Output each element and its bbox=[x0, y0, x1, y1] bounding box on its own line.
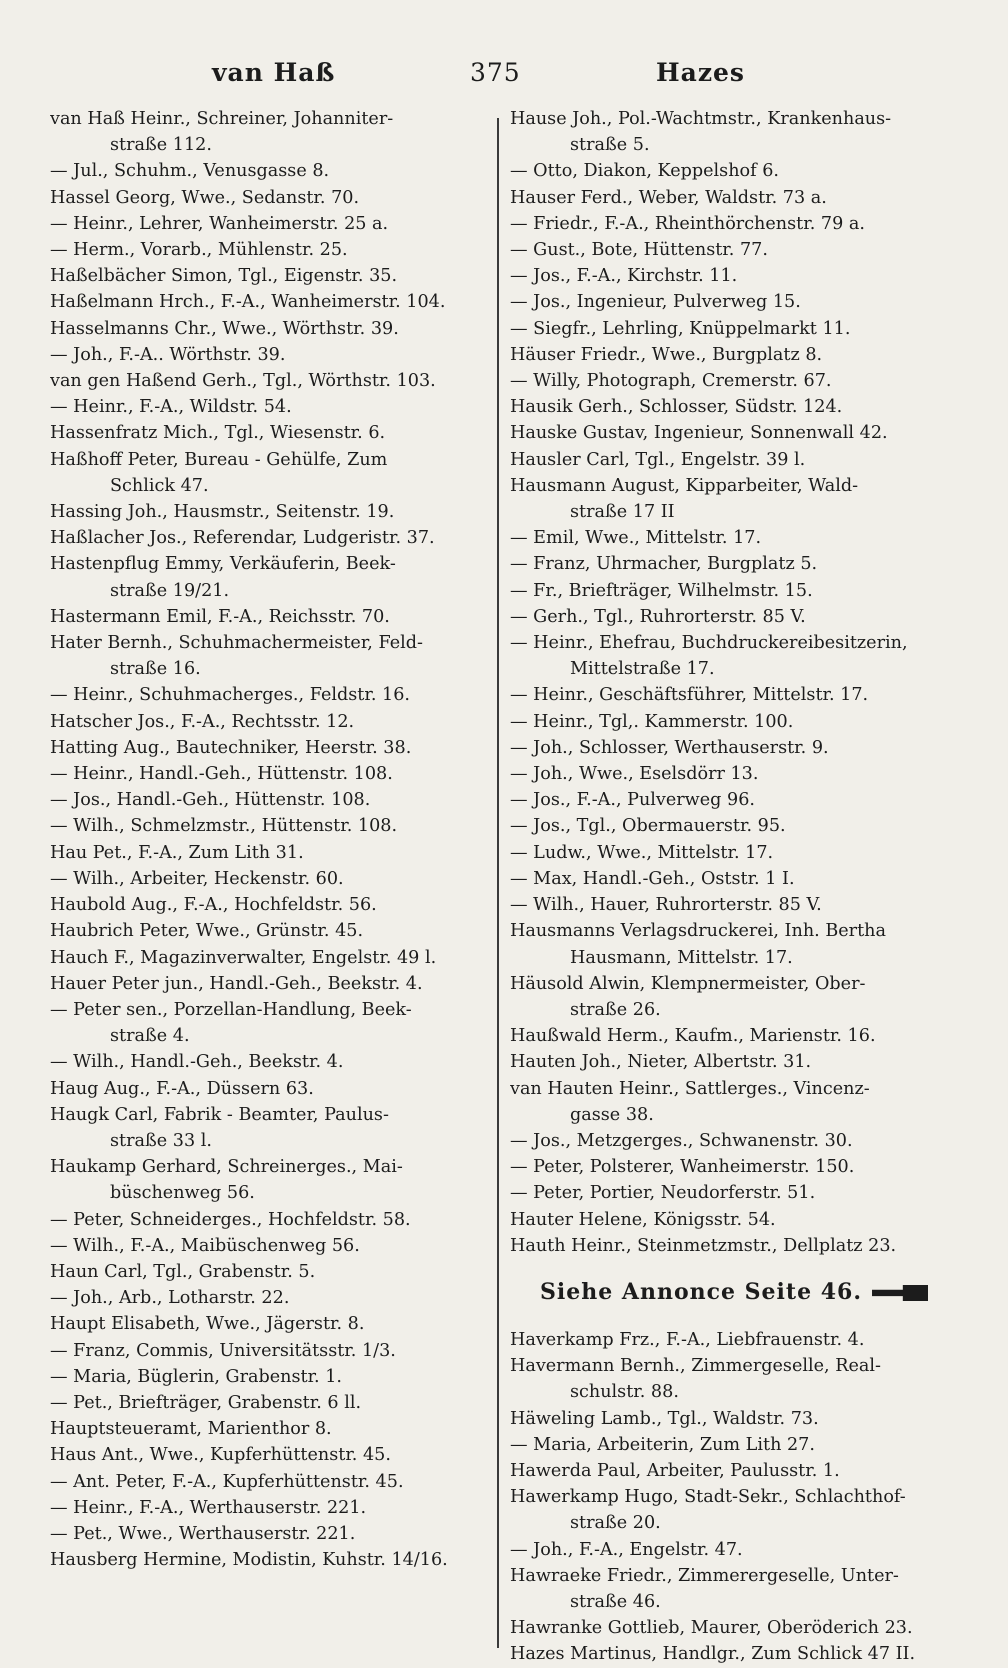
left-column bbox=[50, 106, 486, 1573]
notice-text: Siehe Annonce Seite 46. bbox=[540, 1278, 863, 1305]
directory-entry bbox=[510, 761, 946, 787]
directory-entry bbox=[50, 761, 486, 787]
entry-text: — Franz, Uhrmacher, Burgplatz 5. bbox=[510, 554, 818, 575]
entry-text: — Herm., Vorarb., Mühlenstr. 25. bbox=[50, 240, 348, 261]
entry-text: Hauter Helene, Königsstr. 54. bbox=[510, 1209, 776, 1230]
entry-continuation: schulstr. 88. bbox=[570, 1382, 679, 1403]
directory-entry bbox=[50, 1102, 486, 1154]
directory-entry bbox=[50, 892, 486, 918]
directory-entry bbox=[50, 1338, 486, 1364]
directory-entry bbox=[50, 1259, 486, 1285]
directory-entry bbox=[510, 1353, 946, 1405]
directory-entry bbox=[510, 918, 946, 970]
entry-text: — Heinr., Schuhmacherges., Feldstr. 16. bbox=[50, 685, 411, 706]
directory-entry bbox=[50, 787, 486, 813]
entry-text: — Willy, Photograph, Cremerstr. 67. bbox=[510, 371, 832, 392]
directory-entry bbox=[50, 1154, 486, 1206]
directory-entry bbox=[50, 1076, 486, 1102]
entry-continuation: Mittelstraße 17. bbox=[570, 659, 715, 680]
directory-entry bbox=[510, 892, 946, 918]
entry-continuation: straße 20. bbox=[570, 1513, 661, 1534]
entry-text: — Franz, Commis, Universitätsstr. 1/3. bbox=[50, 1340, 396, 1361]
header-left-keyword: van Haß bbox=[212, 58, 336, 87]
entry-continuation: straße 5. bbox=[570, 135, 650, 156]
entry-text: — Heinr., Geschäftsführer, Mittelstr. 17. bbox=[510, 685, 869, 706]
directory-entry bbox=[510, 1484, 946, 1536]
entry-text: Hauer Peter jun., Handl.-Geh., Beekstr. 4. bbox=[50, 973, 423, 994]
entry-text: Haubold Aug., F.-A., Hochfeldstr. 56. bbox=[50, 895, 377, 916]
directory-entry bbox=[50, 394, 486, 420]
directory-entry bbox=[510, 682, 946, 708]
entry-continuation: straße 26. bbox=[570, 999, 661, 1020]
entry-text: Haßhoff Peter, Bureau - Gehülfe, Zum bbox=[50, 449, 388, 470]
entry-text: Haßelbächer Simon, Tgl., Eigenstr. 35. bbox=[50, 266, 398, 287]
entry-text: Hauth Heinr., Steinmetzmstr., Dellplatz 23. bbox=[510, 1235, 897, 1256]
entry-text: — Joh., F.-A.. Wörthstr. 39. bbox=[50, 344, 286, 365]
header-right-keyword: Hazes bbox=[656, 58, 745, 87]
entry-text: Haus Ant., Wwe., Kupferhüttenstr. 45. bbox=[50, 1445, 391, 1466]
directory-entry bbox=[510, 342, 946, 368]
directory-entry bbox=[50, 316, 486, 342]
entry-continuation: straße 4. bbox=[110, 1026, 190, 1047]
entry-text: Haßlacher Jos., Referendar, Ludgeristr. 37. bbox=[50, 528, 435, 549]
entry-text: Hau Pet., F.-A., Zum Lith 31. bbox=[50, 842, 304, 863]
entry-text: Hastenpflug Emmy, Verkäuferin, Beek- bbox=[50, 554, 396, 575]
directory-entry bbox=[510, 1023, 946, 1049]
entry-continuation: gasse 38. bbox=[570, 1104, 654, 1125]
directory-entry bbox=[510, 158, 946, 184]
directory-entry bbox=[50, 420, 486, 446]
directory-entry bbox=[50, 263, 486, 289]
directory-entry bbox=[50, 630, 486, 682]
directory-entry bbox=[50, 866, 486, 892]
entry-text: Haßelmann Hrch., F.-A., Wanheimerstr. 104. bbox=[50, 292, 446, 313]
directory-entry bbox=[50, 604, 486, 630]
entry-text: — Jos., Handl.-Geh., Hüttenstr. 108. bbox=[50, 790, 371, 811]
entry-text: — Wilh., Hauer, Ruhrorterstr. 85 V. bbox=[510, 895, 822, 916]
directory-entry bbox=[50, 1311, 486, 1337]
entry-text: Häweling Lamb., Tgl., Waldstr. 73. bbox=[510, 1408, 819, 1429]
entry-text: — Heinr., Tgl,. Kammerstr. 100. bbox=[510, 711, 794, 732]
entry-text: — Joh., Schlosser, Werthauserstr. 9. bbox=[510, 737, 829, 758]
directory-entry bbox=[50, 289, 486, 315]
directory-entry bbox=[50, 185, 486, 211]
entry-text: van Hauten Heinr., Sattlerges., Vincenz- bbox=[510, 1078, 870, 1099]
entry-text: — Joh., F.-A., Engelstr. 47. bbox=[510, 1539, 743, 1560]
entry-text: — Joh., Arb., Lotharstr. 22. bbox=[50, 1288, 290, 1309]
directory-entry bbox=[510, 1049, 946, 1075]
entry-text: van Haß Heinr., Schreiner, Johanniter- bbox=[50, 109, 394, 129]
directory-entry bbox=[510, 289, 946, 315]
directory-entry bbox=[50, 1049, 486, 1075]
entry-text: Haug Aug., F.-A., Düssern 63. bbox=[50, 1078, 314, 1099]
column-divider bbox=[497, 118, 499, 1648]
entry-continuation: straße 16. bbox=[110, 659, 201, 680]
directory-entry bbox=[50, 1207, 486, 1233]
entry-text: — Peter, Portier, Neudorferstr. 51. bbox=[510, 1183, 816, 1204]
entry-text: — Max, Handl.-Geh., Oststr. 1 I. bbox=[510, 868, 795, 889]
directory-entry bbox=[50, 997, 486, 1049]
entry-text: Hazes Martinus, Handlgr., Zum Schlick 47 II. bbox=[510, 1644, 916, 1665]
directory-entry bbox=[510, 525, 946, 551]
entry-continuation: straße 17 II bbox=[570, 502, 675, 523]
directory-entry bbox=[510, 1432, 946, 1458]
directory-entry bbox=[510, 185, 946, 211]
entry-text: Hauske Gustav, Ingenieur, Sonnenwall 42. bbox=[510, 423, 888, 444]
directory-entry bbox=[510, 709, 946, 735]
entry-text: — Gust., Bote, Hüttenstr. 77. bbox=[510, 240, 768, 261]
entry-text: — Jos., Tgl., Obermauerstr. 95. bbox=[510, 816, 786, 837]
entry-text: — Pet., Briefträger, Grabenstr. 6 ll. bbox=[50, 1392, 362, 1413]
directory-entry bbox=[510, 866, 946, 892]
entry-text: Haukamp Gerhard, Schreinerges., Mai- bbox=[50, 1157, 403, 1178]
directory-entry bbox=[510, 1154, 946, 1180]
entry-text: — Ant. Peter, F.-A., Kupferhüttenstr. 45. bbox=[50, 1471, 404, 1492]
entry-text: Hasselmanns Chr., Wwe., Wörthstr. 39. bbox=[50, 318, 399, 339]
entry-text: Haun Carl, Tgl., Grabenstr. 5. bbox=[50, 1261, 316, 1282]
right-column-entries-bottom bbox=[510, 1327, 946, 1668]
entry-text: — Heinr., F.-A., Werthauserstr. 221. bbox=[50, 1497, 367, 1518]
entry-text: — Joh., Wwe., Eselsdörr 13. bbox=[510, 764, 759, 785]
directory-entry bbox=[510, 316, 946, 342]
entry-text: Hatting Aug., Bautechniker, Heerstr. 38. bbox=[50, 737, 412, 758]
directory-entry bbox=[50, 1469, 486, 1495]
entry-text: — Siegfr., Lehrling, Knüppelmarkt 11. bbox=[510, 318, 851, 339]
entry-text: Hausmanns Verlagsdruckerei, Inh. Bertha bbox=[510, 921, 886, 942]
directory-entry bbox=[50, 447, 486, 499]
directory-entry bbox=[510, 368, 946, 394]
page-number: 375 bbox=[470, 58, 521, 87]
entry-text: — Friedr., F.-A., Rheinthörchenstr. 79 a. bbox=[510, 213, 865, 234]
directory-entry bbox=[50, 1390, 486, 1416]
entry-text: Havermann Bernh., Zimmergeselle, Real- bbox=[510, 1356, 881, 1377]
directory-entry bbox=[50, 525, 486, 551]
directory-entry bbox=[50, 682, 486, 708]
entry-text: Hassenfratz Mich., Tgl., Wiesenstr. 6. bbox=[50, 423, 386, 444]
entry-text: Haubrich Peter, Wwe., Grünstr. 45. bbox=[50, 921, 364, 942]
entry-text: Hausik Gerh., Schlosser, Südstr. 124. bbox=[510, 397, 843, 418]
advertisement-notice bbox=[540, 1277, 946, 1307]
entry-text: Hastermann Emil, F.-A., Reichsstr. 70. bbox=[50, 606, 390, 627]
directory-entry bbox=[510, 447, 946, 473]
entry-text: — Wilh., Arbeiter, Heckenstr. 60. bbox=[50, 868, 344, 889]
directory-entry bbox=[510, 1207, 946, 1233]
entry-text: — Wilh., F.-A., Maibüschenweg 56. bbox=[50, 1235, 360, 1256]
directory-entry bbox=[50, 1547, 486, 1573]
directory-entry bbox=[510, 394, 946, 420]
directory-entry bbox=[510, 604, 946, 630]
directory-entry bbox=[50, 1495, 486, 1521]
directory-entry bbox=[50, 1442, 486, 1468]
entry-text: — Jos., Ingenieur, Pulverweg 15. bbox=[510, 292, 801, 313]
directory-entry bbox=[510, 1615, 946, 1641]
entry-text: Hawerda Paul, Arbeiter, Paulusstr. 1. bbox=[510, 1460, 840, 1481]
entry-text: Haugk Carl, Fabrik - Beamter, Paulus- bbox=[50, 1104, 389, 1125]
entry-text: Hauser Ferd., Weber, Waldstr. 73 a. bbox=[510, 187, 827, 208]
entry-text: — Wilh., Handl.-Geh., Beekstr. 4. bbox=[50, 1052, 344, 1073]
directory-entry bbox=[50, 1285, 486, 1311]
entry-text: — Heinr., Lehrer, Wanheimerstr. 25 a. bbox=[50, 213, 389, 234]
entry-text: Hauptsteueramt, Marienthor 8. bbox=[50, 1419, 332, 1440]
directory-entry bbox=[510, 630, 946, 682]
directory-entry bbox=[50, 1233, 486, 1259]
entry-text: — Jul., Schuhm., Venusgasse 8. bbox=[50, 161, 330, 182]
directory-entry bbox=[50, 342, 486, 368]
entry-continuation: Schlick 47. bbox=[110, 475, 209, 496]
entry-text: — Pet., Wwe., Werthauserstr. 221. bbox=[50, 1523, 356, 1544]
directory-entry bbox=[50, 709, 486, 735]
entry-continuation: straße 33 l. bbox=[110, 1130, 212, 1151]
entry-text: van gen Haßend Gerh., Tgl., Wörthstr. 103. bbox=[50, 371, 436, 392]
directory-entry bbox=[50, 945, 486, 971]
entry-text: — Heinr., Ehefrau, Buchdruckereibesitzerin, bbox=[510, 633, 908, 654]
directory-entry bbox=[510, 578, 946, 604]
directory-entry bbox=[50, 106, 486, 158]
entry-text: Hausberg Hermine, Modistin, Kuhstr. 14/16. bbox=[50, 1550, 448, 1571]
directory-entry bbox=[50, 237, 486, 263]
entry-text: — Otto, Diakon, Keppelshof 6. bbox=[510, 161, 780, 182]
directory-entry bbox=[50, 368, 486, 394]
directory-entry bbox=[50, 840, 486, 866]
entry-text: Hawranke Gottlieb, Maurer, Oberöderich 23. bbox=[510, 1618, 913, 1639]
entry-text: Haußwald Herm., Kaufm., Marienstr. 16. bbox=[510, 1026, 876, 1047]
entry-text: — Peter, Polsterer, Wanheimerstr. 150. bbox=[510, 1157, 855, 1178]
entry-text: Hause Joh., Pol.-Wachtmstr., Krankenhaus- bbox=[510, 109, 892, 129]
entry-continuation: straße 46. bbox=[570, 1591, 661, 1612]
entry-text: Hawerkamp Hugo, Stadt-Sekr., Schlachthof- bbox=[510, 1487, 906, 1508]
entry-text: Haverkamp Frz., F.-A., Liebfrauenstr. 4. bbox=[510, 1329, 865, 1350]
directory-entry bbox=[50, 918, 486, 944]
entry-text: — Maria, Arbeiterin, Zum Lith 27. bbox=[510, 1434, 815, 1455]
right-column bbox=[510, 106, 946, 1668]
directory-entry bbox=[50, 499, 486, 525]
directory-entry bbox=[510, 1641, 946, 1667]
entry-text: — Fr., Briefträger, Wilhelmstr. 15. bbox=[510, 580, 813, 601]
entry-text: — Wilh., Schmelzmstr., Hüttenstr. 108. bbox=[50, 816, 398, 837]
entry-text: — Heinr., F.-A., Wildstr. 54. bbox=[50, 397, 292, 418]
directory-entry bbox=[510, 1180, 946, 1206]
entry-text: — Gerh., Tgl., Ruhrorterstr. 85 V. bbox=[510, 606, 806, 627]
entry-text: — Ludw., Wwe., Mittelstr. 17. bbox=[510, 842, 774, 863]
entry-text: Haupt Elisabeth, Wwe., Jägerstr. 8. bbox=[50, 1314, 365, 1335]
directory-entry bbox=[50, 551, 486, 603]
directory-entry bbox=[510, 1327, 946, 1353]
entry-text: Hater Bernh., Schuhmachermeister, Feld- bbox=[50, 633, 423, 654]
entry-continuation: büschenweg 56. bbox=[110, 1183, 255, 1204]
directory-entry bbox=[510, 237, 946, 263]
entry-text: — Peter, Schneiderges., Hochfeldstr. 58. bbox=[50, 1209, 411, 1230]
entry-continuation: straße 112. bbox=[110, 135, 212, 156]
directory-entry bbox=[510, 1128, 946, 1154]
page-header bbox=[0, 58, 1008, 98]
directory-entry bbox=[510, 420, 946, 446]
directory-entry bbox=[50, 971, 486, 997]
pointing-hand-icon bbox=[872, 1285, 928, 1301]
entry-text: Hausler Carl, Tgl., Engelstr. 39 l. bbox=[510, 449, 806, 470]
directory-entry bbox=[510, 211, 946, 237]
directory-entry bbox=[510, 1458, 946, 1484]
directory-entry bbox=[50, 158, 486, 184]
directory-entry bbox=[50, 1416, 486, 1442]
directory-entry bbox=[510, 1406, 946, 1432]
entry-text: — Jos., Metzgerges., Schwanenstr. 30. bbox=[510, 1130, 853, 1151]
entry-text: — Heinr., Handl.-Geh., Hüttenstr. 108. bbox=[50, 764, 393, 785]
entry-text: Hauch F., Magazinverwalter, Engelstr. 49 l. bbox=[50, 947, 437, 968]
directory-entry bbox=[510, 1076, 946, 1128]
entry-text: — Emil, Wwe., Mittelstr. 17. bbox=[510, 528, 762, 549]
directory-entry bbox=[510, 263, 946, 289]
entry-text: — Jos., F.-A., Kirchstr. 11. bbox=[510, 266, 738, 287]
directory-entry bbox=[510, 735, 946, 761]
right-column-entries-top bbox=[510, 106, 946, 1259]
entry-text: Hauten Joh., Nieter, Albertstr. 31. bbox=[510, 1052, 812, 1073]
directory-entry bbox=[50, 211, 486, 237]
entry-text: Hassing Joh., Hausmstr., Seitenstr. 19. bbox=[50, 502, 395, 523]
directory-entry bbox=[510, 106, 946, 158]
entry-text: Hawraeke Friedr., Zimmerergeselle, Unter- bbox=[510, 1565, 899, 1586]
entry-continuation: Hausmann, Mittelstr. 17. bbox=[570, 947, 793, 968]
entry-text: Häusold Alwin, Klempnermeister, Ober- bbox=[510, 973, 866, 994]
entry-text: — Jos., F.-A., Pulverweg 96. bbox=[510, 790, 755, 811]
directory-entry bbox=[510, 787, 946, 813]
entry-text: Hausmann August, Kipparbeiter, Wald- bbox=[510, 475, 859, 496]
directory-entry bbox=[50, 735, 486, 761]
directory-entry bbox=[510, 1233, 946, 1259]
entry-continuation: straße 19/21. bbox=[110, 580, 230, 601]
directory-entry bbox=[510, 971, 946, 1023]
directory-entry bbox=[510, 551, 946, 577]
directory-entry bbox=[510, 813, 946, 839]
entry-text: — Peter sen., Porzellan-Handlung, Beek- bbox=[50, 999, 412, 1020]
directory-entry bbox=[510, 1537, 946, 1563]
directory-entry bbox=[510, 840, 946, 866]
directory-entry bbox=[50, 1364, 486, 1390]
directory-entry bbox=[510, 473, 946, 525]
directory-entry bbox=[50, 1521, 486, 1547]
directory-entry bbox=[510, 1563, 946, 1615]
entry-text: Häuser Friedr., Wwe., Burgplatz 8. bbox=[510, 344, 823, 365]
entry-text: — Maria, Büglerin, Grabenstr. 1. bbox=[50, 1366, 343, 1387]
entry-text: Hassel Georg, Wwe., Sedanstr. 70. bbox=[50, 187, 360, 208]
directory-entry bbox=[50, 813, 486, 839]
entry-text: Hatscher Jos., F.-A., Rechtsstr. 12. bbox=[50, 711, 355, 732]
